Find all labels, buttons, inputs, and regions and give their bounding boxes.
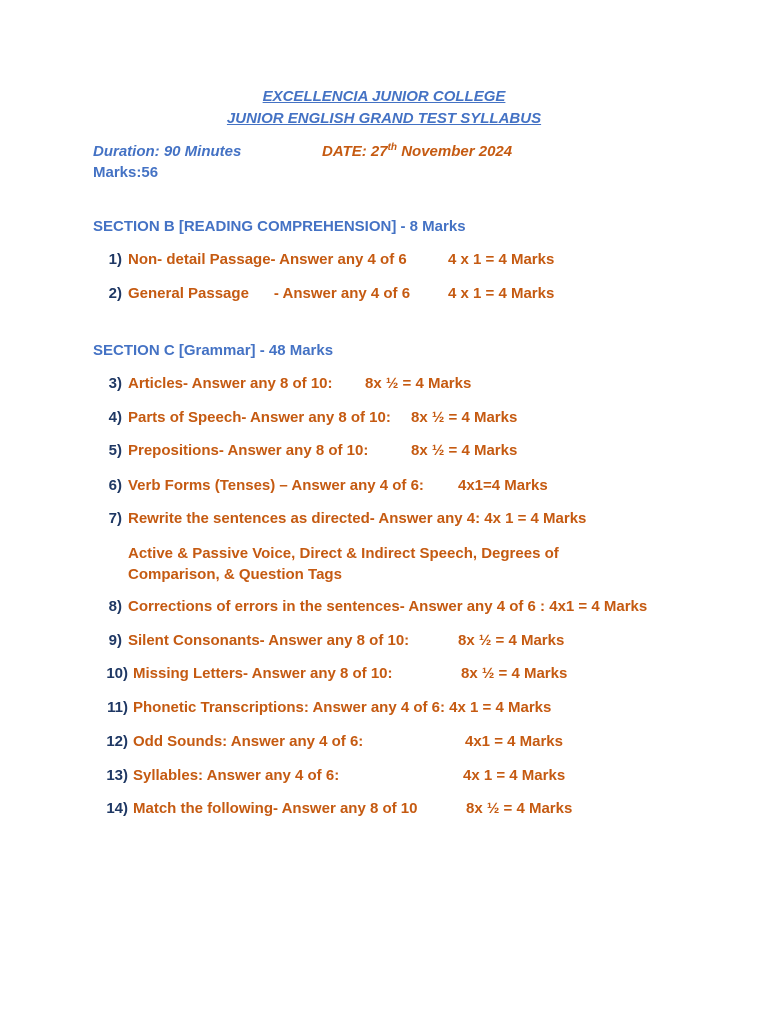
item-text: Odd Sounds: Answer any 4 of 6: <box>133 733 364 750</box>
exam-date <box>322 143 512 160</box>
item-marks: 8x ½ = 4 Marks <box>411 409 518 426</box>
date-prefix: DATE: 27 <box>322 143 388 160</box>
item-number: 13) <box>106 767 128 784</box>
item-marks: 4x 1 = 4 Marks <box>463 767 566 784</box>
item-text: Syllables: Answer any 4 of 6: <box>133 767 340 784</box>
item-text: Articles- Answer any 8 of 10: <box>128 375 333 392</box>
item-marks: 8x ½ = 4 Marks <box>365 375 472 392</box>
item-marks: 4x1 = 4 Marks <box>465 733 563 750</box>
item-number: 5) <box>108 442 122 459</box>
item-marks: 4 x 1 = 4 Marks <box>448 285 555 302</box>
item-number: 11) <box>107 699 128 716</box>
section-c-heading: SECTION C [Grammar] - 48 Marks <box>93 342 334 359</box>
item-text: Silent Consonants- Answer any 8 of 10: <box>128 632 410 649</box>
item-text: Rewrite the sentences as directed- Answer any 4: 4x 1 = 4 Marks <box>128 510 587 527</box>
item-number: 12) <box>106 733 128 750</box>
total-marks: Marks:56 <box>93 164 159 181</box>
item-number: 4) <box>108 409 122 426</box>
date-suffix: November 2024 <box>397 143 513 160</box>
duration: Duration: 90 Minutes <box>93 143 242 160</box>
item-number: 14) <box>106 800 128 817</box>
item-number: 8) <box>108 598 122 615</box>
item-text: Match the following- Answer any 8 of 10 <box>133 800 418 817</box>
college-name: EXCELLENCIA JUNIOR COLLEGE <box>262 88 506 105</box>
item-7-note: Active & Passive Voice, Direct & Indirect Speech, Degrees of Comparison, & Question Tags <box>128 545 559 583</box>
item-number: 7) <box>108 510 122 527</box>
item-number: 1) <box>108 251 122 268</box>
item-marks: 4x1=4 Marks <box>458 477 548 494</box>
item-number: 6) <box>108 477 122 494</box>
test-title: JUNIOR ENGLISH GRAND TEST SYLLABUS <box>226 110 542 127</box>
date-ordinal: th <box>387 142 398 153</box>
item-text: Verb Forms (Tenses) – Answer any 4 of 6: <box>128 477 424 494</box>
item-text: General Passage - Answer any 4 of 6 <box>128 285 411 302</box>
item-number: 9) <box>108 632 122 649</box>
item-marks: 8x ½ = 4 Marks <box>458 632 565 649</box>
item-text: Corrections of errors in the sentences- Answer any 4 of 6 : 4x1 = 4 Marks <box>128 598 648 615</box>
section-b-heading: SECTION B [READING COMPREHENSION] - 8 Marks <box>93 218 466 235</box>
item-marks: 4 x 1 = 4 Marks <box>448 251 555 268</box>
item-text: Non- detail Passage- Answer any 4 of 6 <box>128 251 407 268</box>
item-text: Prepositions- Answer any 8 of 10: <box>128 442 369 459</box>
item-number: 3) <box>108 375 122 392</box>
item-number: 2) <box>108 285 122 302</box>
item-marks: 8x ½ = 4 Marks <box>461 665 568 682</box>
item-text: Missing Letters- Answer any 8 of 10: <box>133 665 393 682</box>
item-marks: 8x ½ = 4 Marks <box>466 800 573 817</box>
item-marks: 8x ½ = 4 Marks <box>411 442 518 459</box>
item-text: Phonetic Transcriptions: Answer any 4 of 6: 4x 1 = 4 Marks <box>133 699 552 716</box>
item-text: Parts of Speech- Answer any 8 of 10: <box>128 409 391 426</box>
item-number: 10) <box>106 665 128 682</box>
